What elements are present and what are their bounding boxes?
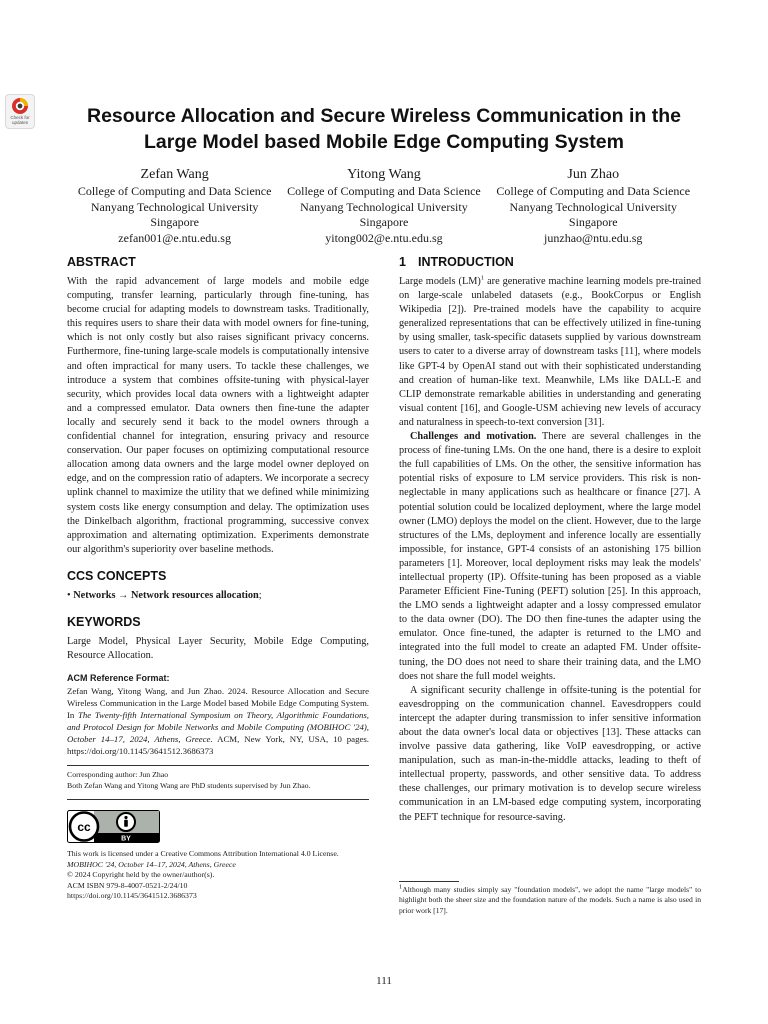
license-line-2: MOBIHOC '24, October 14–17, 2024, Athens, Greece [67,859,236,869]
keywords-text: Large Model, Physical Layer Security, Mobile Edge Computing, Resource Allocation. [67,635,369,662]
intro-p1-start: Large models (LM) [399,276,481,287]
author-block [70,165,698,246]
ccs-bullet: • [67,589,71,601]
paper-title [50,103,718,155]
notes-divider [67,765,369,766]
ccs-concepts [67,589,369,603]
author-dept: College of Computing and Data Science [77,184,272,198]
author-email[interactable]: junzhao@ntu.edu.sg [544,230,643,245]
author-1 [70,165,279,246]
acm-ref-venue: The Twenty-fifth International Symposium on Theory, Algorithmic Foundations, and Protocol Design for Mobile Networks and Mobile Computing (MOBIHOC '24), October 14–17, 2024, Athens, Greece. [67,710,370,745]
author-name: Zefan Wang [140,167,209,182]
svg-text:cc: cc [77,820,91,835]
title-line-2: Large Model based Mobile Edge Computing System [144,131,624,153]
author-univ: Nanyang Technological University [90,199,259,214]
license-line-1: This work is licensed under a Creative Commons Attribution International 4.0 License. [67,849,339,859]
license-line-3: © 2024 Copyright held by the owner/author(s). [67,870,215,880]
ccs-heading: CCS CONCEPTS [67,568,167,583]
license-doi[interactable]: https://doi.org/10.1145/3641512.3686373 [67,891,197,901]
acm-ref-part1: Zefan Wang, Yitong Wang, and Jun Zhao. 2024. Resource Allocation and Secure Wireless Communication in the Large Model based Mobile Edge Computing System. In [67,686,369,721]
left-column [67,253,369,902]
intro-heading [399,253,701,271]
author-name: Jun Zhao [567,167,620,182]
license-block [67,849,369,902]
cc-by-label: BY [121,835,131,843]
author-email[interactable]: zefan001@e.ntu.edu.sg [118,230,231,245]
author-country: Singapore [150,215,199,229]
footnote-number: 1 [399,883,403,891]
right-column [399,253,701,825]
section-title: INTRODUCTION [418,255,514,269]
acm-ref-part2: ACM, New York, NY, USA, 10 pages. https://doi.org/10.1145/3641512.3686373 [67,734,369,757]
author-3 [489,165,698,246]
license-line-4: ACM ISBN 979-8-4007-0521-2/24/10 [67,880,188,890]
author-country: Singapore [359,215,409,229]
author-2 [279,165,488,246]
acm-ref-heading: ACM Reference Format: [67,673,170,684]
page-number: 111 [376,975,392,987]
crossmark-icon [11,97,29,115]
author-email[interactable]: yitong002@e.ntu.edu.sg [325,230,443,245]
author-dept: College of Computing and Data Science [496,184,691,198]
footnote-text [399,885,701,916]
author-name: Yitong Wang [347,167,421,182]
abstract-text: With the rapid advancement of large models and mobile edge computing, transfer learning, particularly through fine-tuning, has become crucial for adapting models to downstream tasks. Traditionally, this requires users to share their data with model owners for fine-tuning, which is not only costly but also raises significant privacy concerns. Furthermore, fine-tuning large-scale models is computationally intensive and often impractical for many users. To tackle these challenges, we introduce a system that combines offsite-tuning with physical-layer security, which provides local data owners with a lightweight adapter and a compressed emulator. Data owners then fine-tune the adapter locally and securely send it back to the model owners through a confidential channel for integration, ensuring privacy and resource conservation. Our paper focuses on optimizing computational resource allocation among data owners and the large model owner deployed on edge, and on the compression ratio of adapters. We incorporate a secrecy uplink channel to maximize the utility that we defined while minimizing system costs like energy consumption and delay. The optimization uses the Dinkelbach algorithm, fractional programming, successive convex approximation and alternating optimization. Experiments demonstrate our algorithm's superiority over baseline methods. [67,276,369,555]
footnote-divider [399,881,459,882]
author-univ: Nanyang Technological University [509,199,678,214]
badge-label: Check for updates [10,115,30,125]
keywords-heading: KEYWORDS [67,614,141,629]
intro-paragraph-3: A significant security challenge in offsite-tuning is the potential for eavesdropping on the communication channel. Eavesdroppers could intercept the adapter during transmission to infer sensitive information about the data owner's local data or objectives [13]. These attacks can involve passive data gathering, like VoIP eavesdropping, or active manipulation, such as man-in-the-middle attacks, leading to theft of intellectual property, passwords, and other sensitive data. To address these challenges, our primary motivation is to develop secure wireless communication in an LM-based edge computing system, incorporating the PEFT technique for resource-saving. [399,684,701,823]
author-dept: College of Computing and Data Science [287,184,481,198]
footnote [399,881,701,916]
intro-paragraph-2 [399,430,701,684]
check-for-updates-badge[interactable] [5,94,35,129]
intro-paragraph-1 [399,275,701,430]
title-line-1: Resource Allocation and Secure Wireless Communication in the [87,105,681,127]
intro-p1-rest: are generative machine learning models pre-trained on large-scale unlabeled datasets (e.g., BookCorpus or English Wikipedia [2]). Pre-trained models have the capability to acquire generalized representations that can be effectively utilized in fine-tuning by using smaller, task-specific datasets supplied by various downstream users to cater to a diverse array of downstream tasks [11], where models like GPT-4 by OpenAI stand out with their sophisticated understanding and creation of human-like text. Meanwhile, LMs like DALL-E and CLIP demonstrate remarkable abilities in understanding and generating visual content [16], and Google-USM achieving new levels of accuracy and naturalness in speech-to-text conversion [31]. [399,276,701,428]
acm-reference [67,685,369,757]
footnote-body: Although many studies simply say "foundation models", we adopt the name "large models" to highlight both the sheer size and the foundation nature of the models. Such a name is also used in prior work [17]. [399,885,701,915]
author-country: Singapore [568,215,618,229]
students-note: Both Zefan Wang and Yitong Wang are PhD students supervised by Jun Zhao. [67,780,311,790]
license-divider [67,799,369,800]
section-number: 1 [399,255,406,269]
intro-p2-text: There are several challenges in the process of fine-tuning LMs. On the one hand, there is a desire to exploit the full capabilities of LMs. On the other, the sensitive information has potential risks of exposure to LM service providers. This risk is non-neglectable in many applications such as healthcare or finance [27]. A potential solution could be localized deployment, where the large model owner (LMO) deploys the model on the client. However, due to the large structures of the LMs, deployment and inference locally are essentially impossible, for instance, GPT-4 consists of an astonishing 175 billion parameters [1]. Moreover, local deployment risks may leak the models' intellectual property (IP). Offsite-tuning has been proposed as a viable Parameter Efficient Fine-Tuning (PEFT) solution [25]. In this approach, the LMO sends a lightweight adapter and a lossy compressed emulator to the data owner (DO). The DO then fine-tunes the adapter using the emulator. Once fine-tuned, the adapter is returned to the LMO and integrated into the full model to create an adapted FM. Under offsite-tuning, the DO does not need to share their training data, and the LMO does not share the full model weights. [399,431,701,682]
corresponding-note: Corresponding author: Jun Zhao [67,770,169,780]
cc-by-license-icon[interactable] [67,810,160,843]
ccs-item: Networks → Network resources allocation [73,589,259,601]
abstract-heading: ABSTRACT [67,255,136,269]
author-univ: Nanyang Technological University [300,199,468,214]
ccs-suffix: ; [258,589,262,601]
challenges-lead: Challenges and motivation. [410,431,537,443]
footnote-marker[interactable]: 1 [480,274,485,282]
